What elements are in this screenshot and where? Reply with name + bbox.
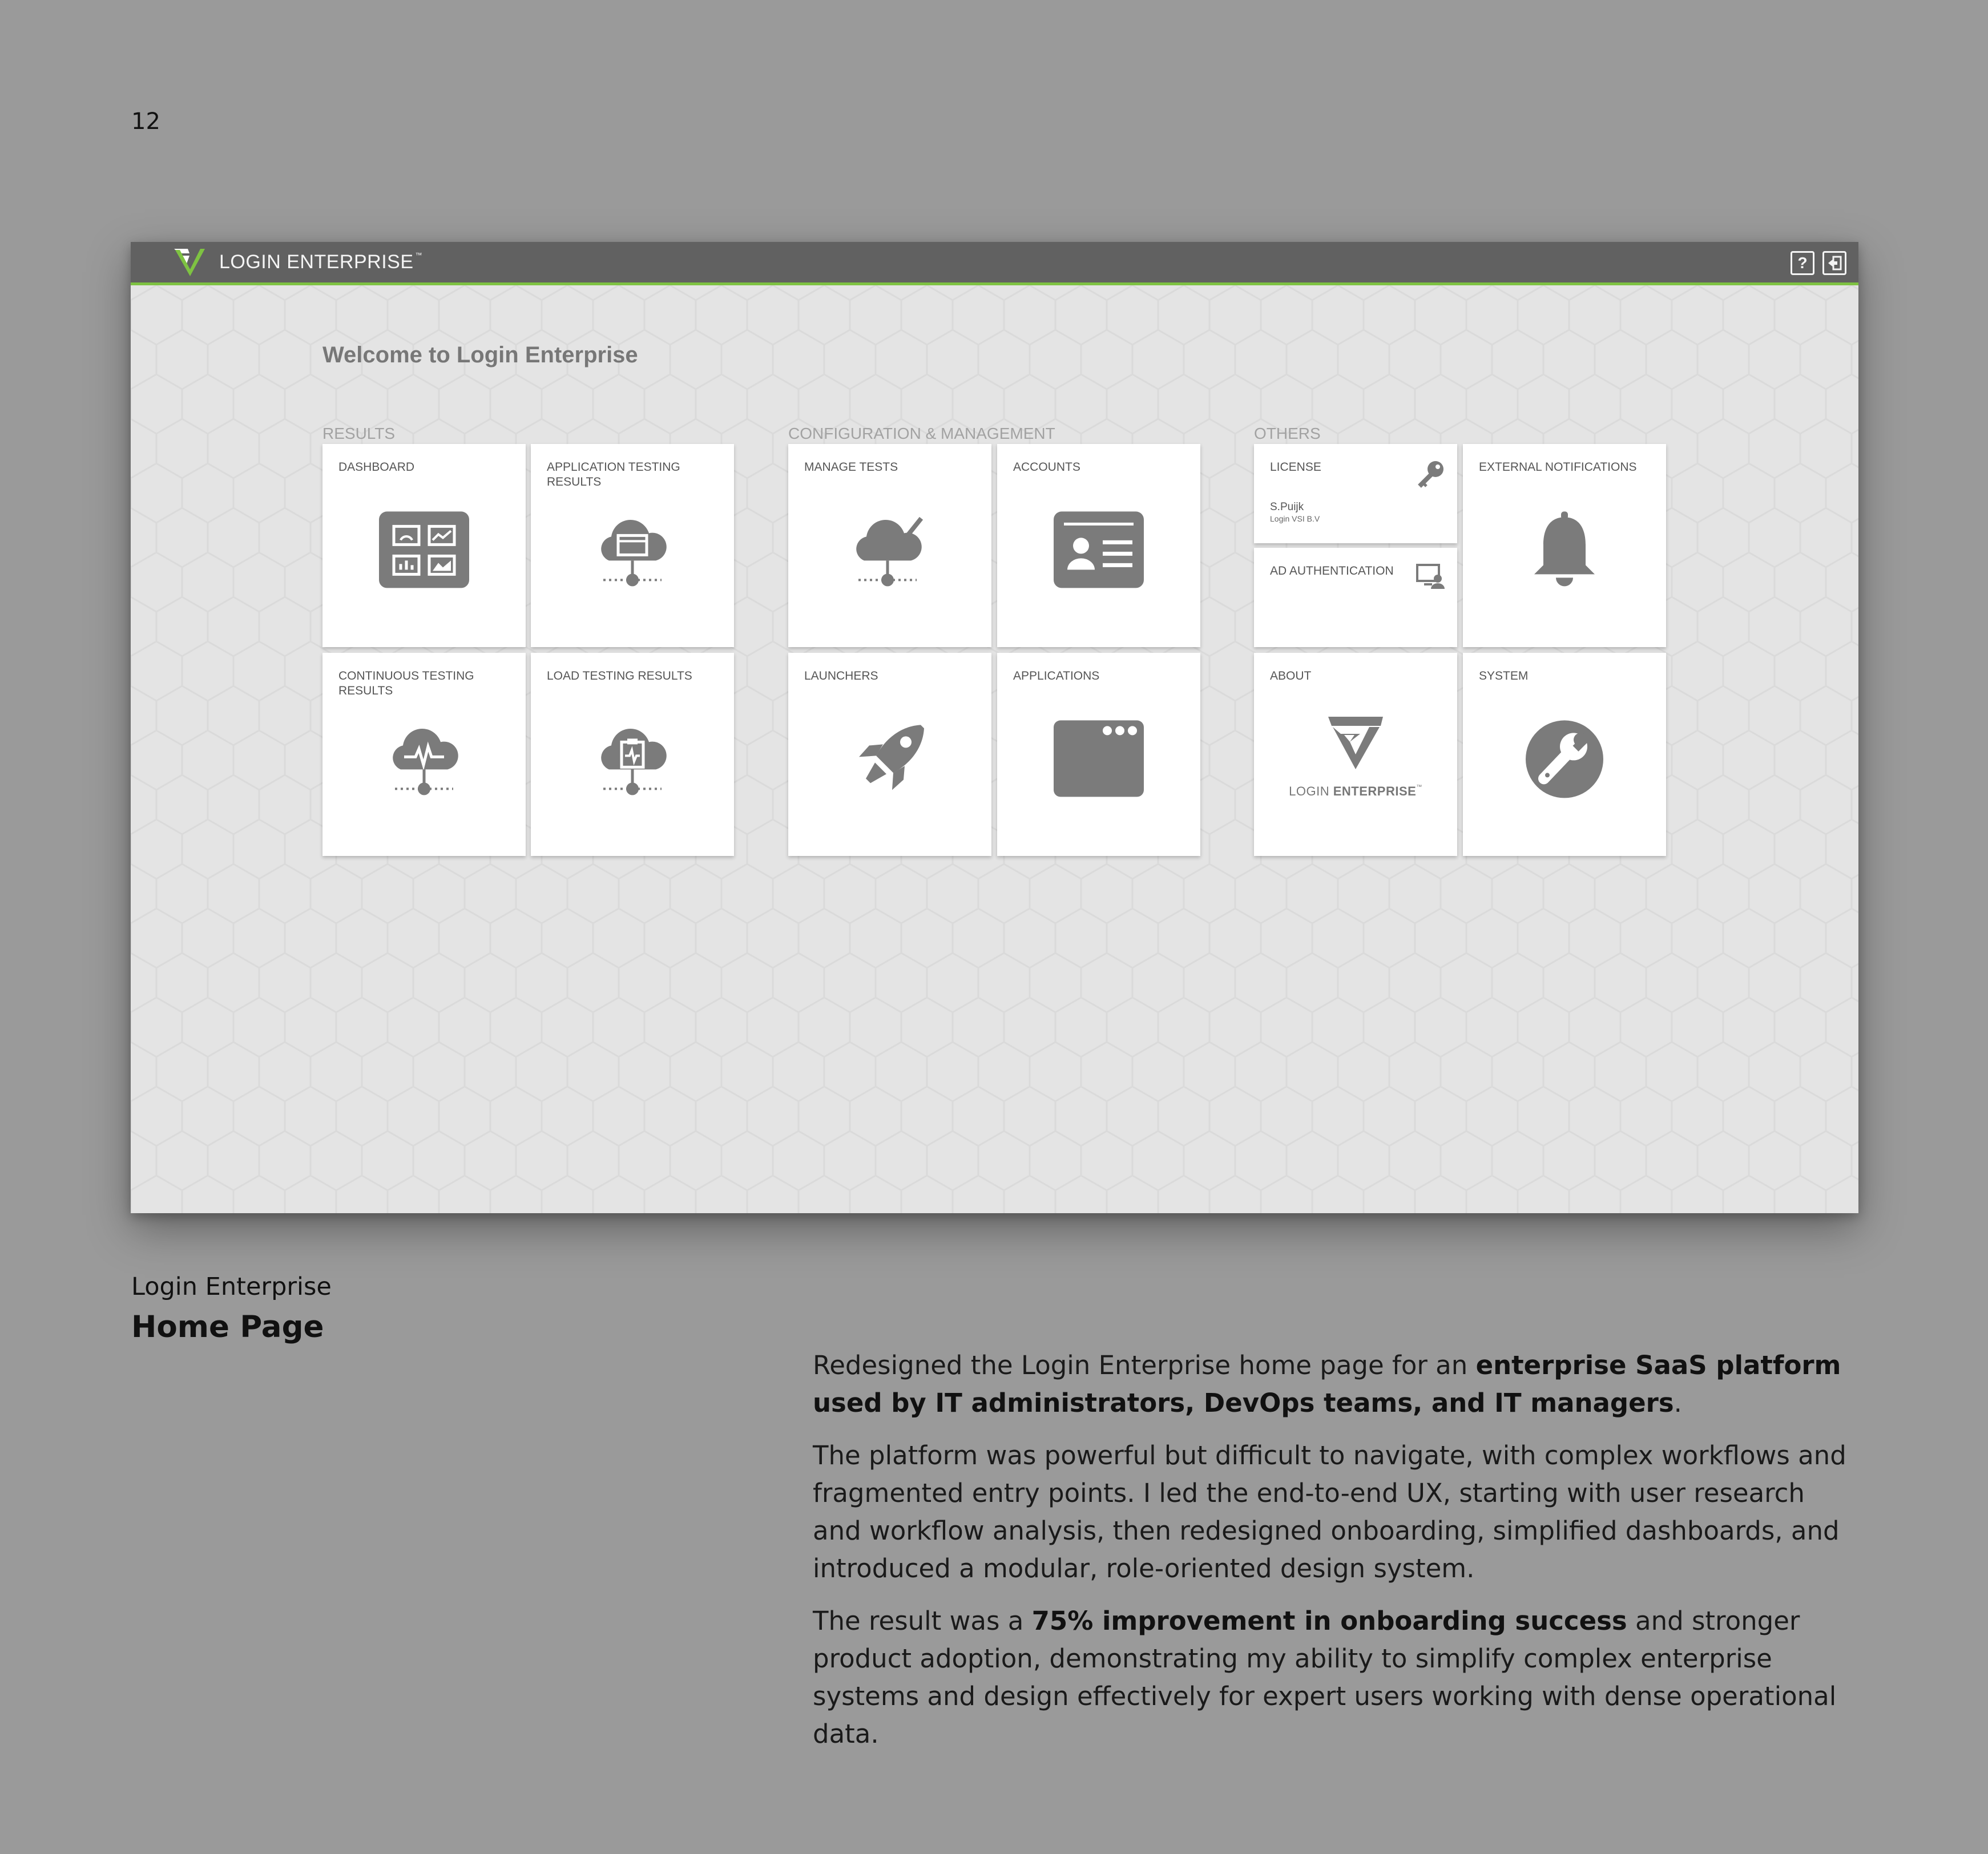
tile-applications[interactable] (997, 653, 1200, 856)
about-brand-light: LOGIN (1289, 784, 1333, 798)
id-card-icon (1053, 510, 1145, 590)
tile-ad-authentication[interactable] (1254, 548, 1457, 647)
bell-icon (1527, 510, 1602, 590)
tile-label: LICENSE (1270, 461, 1321, 474)
about-brand-name (1254, 784, 1457, 799)
key-icon (1416, 459, 1446, 490)
app-window (131, 242, 1858, 1213)
tile-label: CONTINUOUS TESTING RESULTS (338, 669, 474, 697)
tile-label: SYSTEM (1479, 669, 1529, 682)
cloud-edit-icon (853, 510, 927, 590)
section-label-others: OTHERS (1254, 425, 1321, 442)
tile-label: ACCOUNTS (1013, 461, 1080, 474)
tile-manage-tests[interactable] (788, 444, 991, 647)
tile-continuous-testing-results[interactable] (322, 653, 526, 856)
help-icon: ? (1797, 254, 1808, 272)
tile-label: ABOUT (1270, 669, 1312, 682)
tile-system[interactable] (1463, 653, 1666, 856)
tile-label: MANAGE TESTS (804, 461, 898, 474)
home-content (131, 285, 1858, 1213)
description-paragraph-3 (813, 1602, 1852, 1753)
tile-about[interactable] (1254, 653, 1457, 856)
brand-name-bold: ENTERPRISE (287, 251, 414, 273)
tile-dashboard[interactable] (322, 444, 526, 647)
description-paragraph-1 (813, 1347, 1852, 1422)
logout-button[interactable] (1822, 251, 1846, 275)
dashboard-icon (378, 510, 470, 590)
about-logo-icon (1327, 714, 1384, 772)
description-text: The result was a (813, 1606, 1032, 1636)
welcome-heading: Welcome to Login Enterprise (322, 342, 638, 367)
license-user: S.Puijk (1270, 501, 1304, 513)
caption-title: Home Page (131, 1310, 324, 1344)
tile-label: APPLICATION TESTING RESULTS (547, 461, 680, 488)
caption-subtitle: Login Enterprise (131, 1273, 332, 1301)
brand-name-light: LOGIN (219, 251, 287, 273)
license-organization: Login VSI B.V (1270, 514, 1320, 523)
wrench-icon (1525, 719, 1604, 799)
section-label-results: RESULTS (322, 425, 396, 442)
tile-label: DASHBOARD (338, 461, 415, 474)
tile-label: AD AUTHENTICATION (1270, 564, 1394, 577)
description-highlight: 75% improvement in onboarding success (1031, 1606, 1627, 1636)
brand-name[interactable] (219, 251, 422, 273)
description-highlight: enterprise SaaS platform used by IT administrators, DevOps teams, and IT managers (813, 1350, 1841, 1418)
tile-launchers[interactable] (788, 653, 991, 856)
cloud-browser-icon (595, 510, 670, 590)
help-button[interactable] (1791, 251, 1814, 275)
description-text: Redesigned the Login Enterprise home page for an (813, 1350, 1476, 1380)
description-paragraph-2: The platform was powerful but difficult to navigate, with complex workflows and fragmented entry points. I led the end-to-end UX, starting with user research and workflow analysis, then redesigned onboarding, simplified dashboards, and introduced a modular, role-oriented design system. (813, 1440, 1846, 1584)
about-brand-trademark: ™ (1416, 784, 1422, 790)
tile-label: APPLICATIONS (1013, 669, 1100, 682)
top-bar (131, 242, 1858, 285)
rocket-icon (850, 719, 930, 799)
tile-license[interactable] (1254, 444, 1457, 543)
section-label-configuration: CONFIGURATION & MANAGEMENT (788, 425, 1055, 442)
tile-application-testing-results[interactable] (531, 444, 734, 647)
tile-accounts[interactable] (997, 444, 1200, 647)
logout-icon (1826, 255, 1842, 271)
brand-trademark: ™ (415, 251, 423, 259)
tile-label: LAUNCHERS (804, 669, 878, 682)
project-description (813, 1347, 1852, 1768)
description-text: . (1674, 1388, 1682, 1418)
monitor-user-icon (1416, 564, 1445, 589)
about-brand-bold: ENTERPRISE (1333, 784, 1417, 798)
tile-label: EXTERNAL NOTIFICATIONS (1479, 461, 1637, 474)
description-text: and stronger product adoption, demonstrating my ability to simplify complex enterprise systems and design effectively for expert users working with dense operational data. (813, 1606, 1837, 1749)
cloud-pulse-icon (387, 719, 461, 799)
tile-external-notifications[interactable] (1463, 444, 1666, 647)
cloud-clipboard-icon (595, 719, 670, 799)
page-number: 12 (131, 108, 160, 135)
application-window-icon (1053, 719, 1145, 799)
login-enterprise-logo-icon (173, 247, 206, 277)
tile-load-testing-results[interactable] (531, 653, 734, 856)
tile-label: LOAD TESTING RESULTS (547, 669, 692, 682)
